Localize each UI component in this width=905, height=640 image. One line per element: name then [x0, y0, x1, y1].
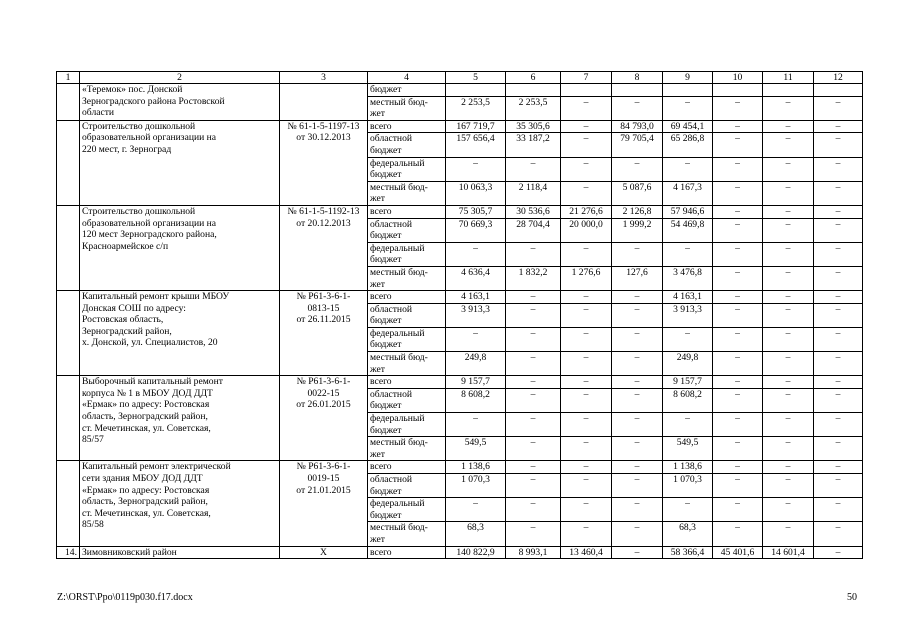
- row-number: [57, 205, 80, 290]
- amount-cell: 70 669,3: [446, 218, 506, 242]
- document-number: № 61-1-5-1197-13 от 30.12.2013: [280, 120, 368, 205]
- amount-cell: –: [814, 546, 863, 559]
- amount-cell: –: [713, 474, 763, 498]
- amount-cell: –: [561, 437, 612, 461]
- amount-cell: –: [713, 120, 763, 133]
- amount-cell: –: [612, 96, 663, 120]
- amount-cell: 14 601,4: [763, 546, 814, 559]
- column-header: 10: [713, 72, 763, 84]
- amount-cell: –: [663, 498, 713, 522]
- amount-cell: –: [763, 266, 814, 290]
- amount-cell: –: [561, 352, 612, 376]
- row-number: [57, 120, 80, 205]
- amount-cell: –: [612, 327, 663, 351]
- amount-cell: –: [763, 522, 814, 546]
- funding-source: областной бюджет: [368, 388, 446, 412]
- amount-cell: –: [763, 96, 814, 120]
- row-number: [57, 84, 80, 121]
- amount-cell: –: [763, 413, 814, 437]
- funding-source: федеральный бюджет: [368, 242, 446, 266]
- amount-cell: –: [814, 218, 863, 242]
- object-name: Строительство дошкольной образовательной организации на 220 мест, г. Зерноград: [80, 120, 280, 205]
- amount-cell: 9 157,7: [446, 376, 506, 389]
- amount-cell: 69 454,1: [663, 120, 713, 133]
- column-header: 5: [446, 72, 506, 84]
- amount-cell: 4 163,1: [446, 291, 506, 304]
- table-header-row: [57, 72, 863, 84]
- amount-cell: –: [814, 352, 863, 376]
- amount-cell: 167 719,7: [446, 120, 506, 133]
- object-name: Выборочный капитальный ремонт корпуса № 1 в МБОУ ДОД ДДТ «Ермак» по адресу: Ростовская область, Зерноградский район, ст. Мечетинская, ул. Советская, 85/57: [80, 376, 280, 461]
- amount-cell: –: [763, 303, 814, 327]
- amount-cell: –: [763, 242, 814, 266]
- amount-cell: –: [506, 437, 561, 461]
- amount-cell: 75 305,7: [446, 205, 506, 218]
- row-number: [57, 376, 80, 461]
- object-name: Строительство дошкольной образовательной организации на 120 мест Зерноградского района, Красноармейское с/п: [80, 205, 280, 290]
- amount-cell: 2 118,4: [506, 181, 561, 205]
- amount-cell: 20 000,0: [561, 218, 612, 242]
- amount-cell: –: [814, 242, 863, 266]
- file-path: Z:\ORST\Ppo\0119p030.f17.docx: [57, 592, 193, 603]
- amount-cell: [663, 84, 713, 97]
- amount-cell: –: [612, 498, 663, 522]
- amount-cell: –: [506, 352, 561, 376]
- amount-cell: [506, 84, 561, 97]
- amount-cell: –: [506, 474, 561, 498]
- amount-cell: –: [814, 96, 863, 120]
- amount-cell: –: [814, 474, 863, 498]
- table-row: [57, 84, 863, 97]
- amount-cell: –: [561, 96, 612, 120]
- amount-cell: –: [814, 266, 863, 290]
- object-name: Зимовниковский район: [80, 546, 280, 559]
- amount-cell: [446, 84, 506, 97]
- amount-cell: 1 070,3: [663, 474, 713, 498]
- amount-cell: –: [612, 522, 663, 546]
- amount-cell: –: [814, 437, 863, 461]
- funding-source: всего: [368, 120, 446, 133]
- amount-cell: –: [763, 388, 814, 412]
- amount-cell: [814, 84, 863, 97]
- amount-cell: –: [763, 498, 814, 522]
- amount-cell: –: [713, 461, 763, 474]
- amount-cell: –: [506, 413, 561, 437]
- amount-cell: –: [446, 327, 506, 351]
- table-body: [57, 72, 863, 559]
- column-header: 9: [663, 72, 713, 84]
- amount-cell: –: [612, 413, 663, 437]
- amount-cell: [561, 84, 612, 97]
- amount-cell: –: [763, 218, 814, 242]
- amount-cell: –: [506, 388, 561, 412]
- amount-cell: 549,5: [446, 437, 506, 461]
- amount-cell: –: [446, 242, 506, 266]
- amount-cell: 57 946,6: [663, 205, 713, 218]
- amount-cell: –: [713, 291, 763, 304]
- amount-cell: –: [612, 242, 663, 266]
- funding-source: всего: [368, 205, 446, 218]
- column-header: 11: [763, 72, 814, 84]
- funding-source: бюджет: [368, 84, 446, 97]
- amount-cell: 9 157,7: [663, 376, 713, 389]
- amount-cell: –: [506, 522, 561, 546]
- amount-cell: –: [561, 461, 612, 474]
- table-row: [57, 546, 863, 559]
- amount-cell: [612, 84, 663, 97]
- amount-cell: –: [814, 120, 863, 133]
- amount-cell: –: [814, 327, 863, 351]
- page-number: 50: [847, 592, 857, 603]
- funding-source: всего: [368, 291, 446, 304]
- amount-cell: 68,3: [663, 522, 713, 546]
- amount-cell: 8 608,2: [663, 388, 713, 412]
- object-name: Капитальный ремонт электрической сети здания МБОУ ДОД ДДТ «Ермак» по адресу: Ростовская область, Зерноградский район, ст. Мечетинская, ул. Советская, 85/58: [80, 461, 280, 546]
- amount-cell: 140 822,9: [446, 546, 506, 559]
- amount-cell: –: [612, 352, 663, 376]
- funding-source: федеральный бюджет: [368, 157, 446, 181]
- amount-cell: 54 469,8: [663, 218, 713, 242]
- amount-cell: –: [506, 291, 561, 304]
- amount-cell: 21 276,6: [561, 205, 612, 218]
- amount-cell: –: [713, 133, 763, 157]
- amount-cell: –: [663, 242, 713, 266]
- amount-cell: –: [713, 376, 763, 389]
- amount-cell: 157 656,4: [446, 133, 506, 157]
- column-header: 1: [57, 72, 80, 84]
- amount-cell: 68,3: [446, 522, 506, 546]
- amount-cell: –: [713, 413, 763, 437]
- column-header: 4: [368, 72, 446, 84]
- amount-cell: –: [663, 327, 713, 351]
- amount-cell: –: [446, 157, 506, 181]
- amount-cell: –: [763, 352, 814, 376]
- funding-source: областной бюджет: [368, 474, 446, 498]
- amount-cell: 2 253,5: [446, 96, 506, 120]
- column-header: 8: [612, 72, 663, 84]
- amount-cell: –: [763, 133, 814, 157]
- column-header: 3: [280, 72, 368, 84]
- amount-cell: –: [713, 303, 763, 327]
- amount-cell: –: [763, 437, 814, 461]
- amount-cell: –: [612, 303, 663, 327]
- amount-cell: –: [446, 498, 506, 522]
- funding-source: федеральный бюджет: [368, 413, 446, 437]
- funding-source: местный бюд- жет: [368, 522, 446, 546]
- amount-cell: –: [713, 437, 763, 461]
- amount-cell: –: [561, 498, 612, 522]
- amount-cell: –: [713, 96, 763, 120]
- amount-cell: 84 793,0: [612, 120, 663, 133]
- table-row: [57, 461, 863, 474]
- amount-cell: 10 063,3: [446, 181, 506, 205]
- amount-cell: –: [713, 205, 763, 218]
- amount-cell: –: [612, 291, 663, 304]
- amount-cell: –: [561, 388, 612, 412]
- amount-cell: 45 401,6: [713, 546, 763, 559]
- amount-cell: –: [763, 327, 814, 351]
- amount-cell: –: [814, 413, 863, 437]
- amount-cell: –: [506, 157, 561, 181]
- funding-source: областной бюджет: [368, 303, 446, 327]
- funding-source: местный бюд- жет: [368, 437, 446, 461]
- table-row: [57, 291, 863, 304]
- column-header: 12: [814, 72, 863, 84]
- amount-cell: –: [561, 303, 612, 327]
- amount-cell: 127,6: [612, 266, 663, 290]
- amount-cell: –: [612, 157, 663, 181]
- amount-cell: 549,5: [663, 437, 713, 461]
- amount-cell: –: [763, 291, 814, 304]
- funding-source: областной бюджет: [368, 133, 446, 157]
- amount-cell: 58 366,4: [663, 546, 713, 559]
- row-number: 14.: [57, 546, 80, 559]
- document-number: № Р61-3-6-1- 0022-15 от 26.01.2015: [280, 376, 368, 461]
- amount-cell: –: [763, 474, 814, 498]
- amount-cell: –: [713, 242, 763, 266]
- funding-source: местный бюд- жет: [368, 96, 446, 120]
- amount-cell: 1 070,3: [446, 474, 506, 498]
- amount-cell: –: [713, 522, 763, 546]
- amount-cell: –: [814, 461, 863, 474]
- amount-cell: –: [561, 242, 612, 266]
- amount-cell: –: [561, 181, 612, 205]
- amount-cell: 13 460,4: [561, 546, 612, 559]
- amount-cell: –: [506, 376, 561, 389]
- amount-cell: 3 913,3: [663, 303, 713, 327]
- amount-cell: –: [713, 181, 763, 205]
- amount-cell: [713, 84, 763, 97]
- amount-cell: –: [713, 157, 763, 181]
- amount-cell: 30 536,6: [506, 205, 561, 218]
- amount-cell: –: [814, 388, 863, 412]
- amount-cell: –: [713, 327, 763, 351]
- amount-cell: –: [561, 120, 612, 133]
- amount-cell: –: [612, 461, 663, 474]
- amount-cell: –: [612, 546, 663, 559]
- amount-cell: –: [713, 352, 763, 376]
- amount-cell: [763, 84, 814, 97]
- column-header: 2: [80, 72, 280, 84]
- amount-cell: 3 913,3: [446, 303, 506, 327]
- amount-cell: –: [561, 413, 612, 437]
- amount-cell: 65 286,8: [663, 133, 713, 157]
- table-row: [57, 205, 863, 218]
- amount-cell: –: [506, 327, 561, 351]
- document-number: № Р61-3-6-1- 0813-15 от 26.11.2015: [280, 291, 368, 376]
- amount-cell: 5 087,6: [612, 181, 663, 205]
- funding-source: федеральный бюджет: [368, 498, 446, 522]
- amount-cell: –: [561, 291, 612, 304]
- amount-cell: –: [814, 157, 863, 181]
- amount-cell: –: [814, 181, 863, 205]
- table-row: [57, 120, 863, 133]
- amount-cell: –: [506, 498, 561, 522]
- amount-cell: –: [561, 376, 612, 389]
- amount-cell: –: [814, 133, 863, 157]
- amount-cell: –: [814, 522, 863, 546]
- funding-source: местный бюд- жет: [368, 266, 446, 290]
- amount-cell: 1 138,6: [663, 461, 713, 474]
- amount-cell: –: [814, 205, 863, 218]
- funding-source: местный бюд- жет: [368, 352, 446, 376]
- amount-cell: –: [663, 96, 713, 120]
- amount-cell: 1 276,6: [561, 266, 612, 290]
- amount-cell: 2 126,8: [612, 205, 663, 218]
- funding-source: федеральный бюджет: [368, 327, 446, 351]
- amount-cell: 8 608,2: [446, 388, 506, 412]
- amount-cell: 1 999,2: [612, 218, 663, 242]
- amount-cell: 4 636,4: [446, 266, 506, 290]
- object-name: Капитальный ремонт крыши МБОУ Донская СОШ по адресу: Ростовская область, Зерноградский район, х. Донской, ул. Специалистов, 20: [80, 291, 280, 376]
- funding-source: областной бюджет: [368, 218, 446, 242]
- amount-cell: –: [561, 522, 612, 546]
- amount-cell: 79 705,4: [612, 133, 663, 157]
- amount-cell: 4 163,1: [663, 291, 713, 304]
- amount-cell: –: [814, 291, 863, 304]
- amount-cell: –: [506, 461, 561, 474]
- funding-source: местный бюд- жет: [368, 181, 446, 205]
- amount-cell: 8 993,1: [506, 546, 561, 559]
- amount-cell: –: [814, 303, 863, 327]
- document-number: № Р61-3-6-1- 0019-15 от 21.01.2015: [280, 461, 368, 546]
- amount-cell: –: [763, 157, 814, 181]
- amount-cell: –: [663, 413, 713, 437]
- amount-cell: –: [612, 437, 663, 461]
- amount-cell: –: [506, 303, 561, 327]
- amount-cell: 28 704,4: [506, 218, 561, 242]
- amount-cell: –: [612, 376, 663, 389]
- budget-table: [56, 71, 863, 559]
- amount-cell: 4 167,3: [663, 181, 713, 205]
- funding-source: всего: [368, 546, 446, 559]
- amount-cell: –: [713, 498, 763, 522]
- amount-cell: –: [612, 474, 663, 498]
- amount-cell: –: [713, 266, 763, 290]
- amount-cell: –: [713, 218, 763, 242]
- amount-cell: 1 832,2: [506, 266, 561, 290]
- funding-source: всего: [368, 461, 446, 474]
- funding-source: всего: [368, 376, 446, 389]
- row-number: [57, 291, 80, 376]
- amount-cell: –: [763, 181, 814, 205]
- amount-cell: 2 253,5: [506, 96, 561, 120]
- amount-cell: –: [763, 205, 814, 218]
- table-row: [57, 376, 863, 389]
- amount-cell: –: [561, 157, 612, 181]
- amount-cell: –: [763, 120, 814, 133]
- document-number: [280, 84, 368, 121]
- amount-cell: –: [663, 157, 713, 181]
- amount-cell: –: [814, 376, 863, 389]
- amount-cell: –: [561, 327, 612, 351]
- amount-cell: –: [763, 461, 814, 474]
- amount-cell: 1 138,6: [446, 461, 506, 474]
- amount-cell: –: [612, 388, 663, 412]
- amount-cell: –: [763, 376, 814, 389]
- document-number: Х: [280, 546, 368, 559]
- object-name: «Теремок» пос. Донской Зерноградского района Ростовской области: [80, 84, 280, 121]
- amount-cell: 3 476,8: [663, 266, 713, 290]
- amount-cell: –: [814, 498, 863, 522]
- amount-cell: 35 305,6: [506, 120, 561, 133]
- amount-cell: 33 187,2: [506, 133, 561, 157]
- column-header: 7: [561, 72, 612, 84]
- amount-cell: 249,8: [446, 352, 506, 376]
- amount-cell: –: [561, 474, 612, 498]
- document-number: № 61-1-5-1192-13 от 20.12.2013: [280, 205, 368, 290]
- amount-cell: –: [561, 133, 612, 157]
- amount-cell: –: [446, 413, 506, 437]
- amount-cell: –: [713, 388, 763, 412]
- amount-cell: –: [506, 242, 561, 266]
- column-header: 6: [506, 72, 561, 84]
- amount-cell: 249,8: [663, 352, 713, 376]
- row-number: [57, 461, 80, 546]
